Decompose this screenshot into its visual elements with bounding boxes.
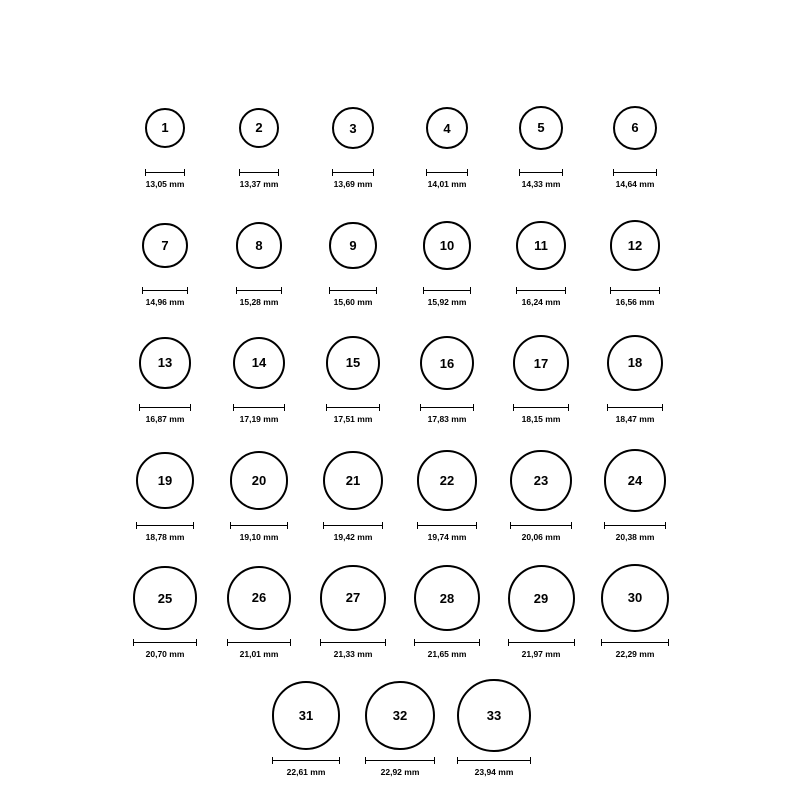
ring-circle-wrap: [423, 206, 472, 286]
ring-size-number: 29: [533, 590, 549, 606]
ring-circle: [230, 451, 288, 509]
dimension-bar: [420, 407, 474, 408]
ring-diameter-label: 19,10 mm: [239, 531, 279, 542]
ring-size-cell[interactable]: [588, 88, 682, 189]
ring-size-cell[interactable]: [588, 206, 682, 307]
ring-size-cell[interactable]: [306, 88, 400, 189]
ring-diameter-label: 19,42 mm: [333, 531, 373, 542]
ring-circle-wrap: [326, 323, 379, 403]
ring-circle-wrap: [329, 206, 377, 286]
ring-circle-wrap: [142, 206, 188, 286]
ring-size-number: 18: [627, 355, 643, 371]
dimension-bar: [139, 407, 190, 408]
ring-diameter-dimension-line: [519, 168, 563, 177]
ring-diameter-dimension-line: [423, 286, 472, 295]
ring-circle: [136, 452, 193, 509]
ring-size-cell[interactable]: [588, 558, 682, 659]
ring-diameter-label: 16,56 mm: [615, 296, 655, 307]
ring-size-number: 5: [537, 120, 545, 136]
ring-circle: [133, 566, 196, 629]
ring-size-cell[interactable]: [400, 558, 494, 659]
ring-diameter-label: 19,74 mm: [427, 531, 467, 542]
ring-circle: [610, 220, 661, 271]
ring-diameter-dimension-line: [426, 168, 469, 177]
ring-diameter-label: 15,60 mm: [333, 296, 373, 307]
ring-size-cell[interactable]: [118, 88, 212, 189]
dimension-bar: [613, 172, 658, 173]
dimension-bar: [332, 172, 374, 173]
ring-size-number: 12: [627, 238, 643, 253]
ring-size-cell[interactable]: [118, 558, 212, 659]
ring-size-number: 1: [161, 120, 169, 136]
ring-circle-wrap: [516, 206, 566, 286]
ring-diameter-label: 13,69 mm: [333, 179, 373, 189]
ring-circle: [272, 681, 341, 750]
ring-circle-wrap: [332, 88, 374, 168]
ring-diameter-dimension-line: [236, 286, 283, 295]
ring-circle-wrap: [133, 558, 196, 638]
ring-size-cell[interactable]: [306, 323, 400, 424]
ring-circle: [457, 679, 530, 752]
ring-circle: [420, 336, 474, 390]
ring-diameter-label: 21,01 mm: [239, 649, 279, 659]
ring-circle-wrap: [236, 206, 283, 286]
ring-circle: [233, 337, 285, 389]
ring-size-cell[interactable]: [118, 323, 212, 424]
ring-diameter-label: 20,06 mm: [521, 531, 561, 542]
dimension-bar: [610, 290, 661, 291]
dimension-bar: [601, 642, 669, 643]
dimension-bar: [426, 172, 469, 173]
ring-size-cell[interactable]: [118, 441, 212, 542]
ring-diameter-dimension-line: [457, 756, 530, 765]
ring-size-number: 8: [255, 238, 263, 253]
ring-circle: [239, 108, 280, 149]
ring-diameter-dimension-line: [420, 403, 474, 412]
ring-diameter-dimension-line: [601, 638, 669, 647]
ring-circle-wrap: [233, 323, 285, 403]
ring-diameter-label: 13,37 mm: [239, 179, 279, 189]
ring-size-number: 20: [251, 473, 267, 488]
ring-diameter-dimension-line: [230, 521, 288, 530]
ring-diameter-label: 17,83 mm: [427, 414, 467, 424]
ring-size-cell[interactable]: [259, 676, 353, 777]
ring-circle: [607, 335, 663, 391]
ring-size-number: 7: [161, 238, 169, 253]
dimension-bar: [230, 525, 288, 526]
ring-diameter-dimension-line: [607, 403, 663, 412]
ring-diameter-dimension-line: [323, 521, 382, 530]
ring-circle: [426, 107, 469, 150]
ring-size-number: 19: [157, 472, 173, 488]
ring-size-number: 33: [486, 707, 502, 723]
ring-circle: [508, 565, 575, 632]
ring-size-cell[interactable]: [212, 206, 306, 307]
ring-circle: [227, 566, 291, 630]
ring-size-cell[interactable]: [118, 206, 212, 307]
ring-size-cell[interactable]: [494, 206, 588, 307]
ring-diameter-label: 22,61 mm: [286, 766, 326, 777]
ring-size-row: [118, 88, 682, 189]
ring-diameter-dimension-line: [326, 403, 379, 412]
ring-diameter-dimension-line: [145, 168, 185, 177]
ring-diameter-dimension-line: [142, 286, 188, 295]
dimension-bar: [417, 525, 477, 526]
ring-circle: [142, 223, 188, 269]
ring-size-cell[interactable]: [212, 88, 306, 189]
dimension-bar: [604, 525, 666, 526]
ring-diameter-dimension-line: [513, 403, 568, 412]
ring-circle: [601, 564, 669, 632]
ring-size-row: [118, 558, 682, 659]
ring-size-number: 6: [631, 120, 639, 136]
ring-circle-wrap: [519, 88, 563, 168]
ring-circle: [332, 107, 374, 149]
ring-diameter-dimension-line: [414, 638, 480, 647]
dimension-bar: [457, 760, 530, 761]
ring-diameter-label: 21,65 mm: [427, 649, 467, 659]
ring-circle: [329, 222, 377, 270]
dimension-bar: [423, 290, 472, 291]
ring-diameter-dimension-line: [417, 521, 477, 530]
ring-size-cell[interactable]: [494, 441, 588, 542]
ring-diameter-dimension-line: [133, 638, 196, 647]
ring-diameter-label: 16,24 mm: [521, 296, 561, 307]
ring-circle-wrap: [320, 558, 385, 638]
ring-size-number: 2: [255, 120, 263, 136]
ring-circle-wrap: [613, 88, 658, 168]
ring-size-number: 30: [627, 590, 643, 606]
dimension-bar: [508, 642, 575, 643]
ring-diameter-label: 21,33 mm: [333, 649, 373, 659]
ring-diameter-dimension-line: [510, 521, 571, 530]
ring-diameter-label: 20,38 mm: [615, 531, 655, 542]
ring-size-cell[interactable]: [494, 558, 588, 659]
ring-circle: [510, 450, 571, 511]
dimension-bar: [133, 642, 196, 643]
ring-diameter-dimension-line: [508, 638, 575, 647]
ring-size-number: 22: [439, 472, 455, 488]
ring-circle-wrap: [420, 323, 474, 403]
ring-diameter-label: 22,92 mm: [380, 766, 420, 777]
dimension-bar: [323, 525, 382, 526]
ring-circle-wrap: [323, 441, 382, 521]
ring-size-number: 23: [533, 472, 549, 488]
ring-diameter-dimension-line: [136, 521, 193, 530]
dimension-bar: [145, 172, 185, 173]
ring-diameter-label: 22,29 mm: [615, 649, 655, 659]
ring-diameter-dimension-line: [239, 168, 280, 177]
ring-size-cell[interactable]: [494, 88, 588, 189]
dimension-bar: [227, 642, 291, 643]
ring-circle-wrap: [457, 676, 530, 756]
dimension-bar: [510, 525, 571, 526]
dimension-bar: [329, 290, 377, 291]
ring-diameter-label: 15,92 mm: [427, 296, 467, 307]
ring-circle-wrap: [139, 323, 190, 403]
ring-size-number: 32: [392, 707, 408, 723]
ring-diameter-label: 14,01 mm: [427, 179, 467, 189]
ring-size-cell[interactable]: [447, 676, 541, 777]
ring-circle-wrap: [510, 441, 571, 521]
ring-diameter-label: 18,47 mm: [615, 414, 655, 424]
ring-diameter-dimension-line: [272, 756, 341, 765]
ring-size-number: 10: [439, 237, 455, 253]
ring-size-cell[interactable]: [306, 441, 400, 542]
dimension-bar: [607, 407, 663, 408]
ring-circle: [320, 565, 385, 630]
ring-size-number: 9: [349, 237, 357, 253]
ring-size-number: 31: [298, 707, 314, 723]
dimension-bar: [136, 525, 193, 526]
ring-diameter-dimension-line: [516, 286, 566, 295]
ring-circle: [604, 449, 666, 511]
ring-size-grid: [0, 88, 800, 776]
ring-size-cell[interactable]: [400, 441, 494, 542]
ring-size-number: 24: [627, 473, 643, 488]
dimension-bar: [365, 760, 435, 761]
ring-diameter-dimension-line: [332, 168, 374, 177]
ring-size-row: [118, 206, 682, 307]
ring-circle: [323, 451, 382, 510]
ring-size-cell[interactable]: [588, 323, 682, 424]
ring-circle: [139, 337, 190, 388]
ring-size-cell[interactable]: [212, 558, 306, 659]
ring-diameter-dimension-line: [233, 403, 285, 412]
ring-circle-wrap: [136, 441, 193, 521]
ring-circle: [414, 565, 480, 631]
ring-circle: [365, 681, 435, 751]
ring-circle: [513, 335, 568, 390]
ring-size-number: 14: [251, 355, 267, 371]
ring-circle: [519, 106, 563, 150]
ring-diameter-label: 14,33 mm: [521, 179, 561, 189]
dimension-bar: [516, 290, 566, 291]
ring-circle: [516, 221, 566, 271]
ring-size-number: 27: [345, 590, 361, 606]
ring-size-number: 11: [534, 238, 548, 253]
ring-size-number: 13: [157, 355, 173, 371]
ring-size-cell[interactable]: [306, 558, 400, 659]
ring-diameter-label: 21,97 mm: [521, 649, 561, 659]
ring-circle-wrap: [610, 206, 661, 286]
ring-size-cell[interactable]: [588, 441, 682, 542]
ring-size-number: 4: [443, 120, 451, 136]
dimension-bar: [519, 172, 563, 173]
ring-diameter-dimension-line: [139, 403, 190, 412]
ring-circle: [326, 336, 379, 389]
ring-circle: [417, 450, 477, 510]
ring-circle-wrap: [513, 323, 568, 403]
ring-circle-wrap: [417, 441, 477, 521]
ring-diameter-label: 14,96 mm: [145, 296, 185, 307]
ring-circle-wrap: [145, 88, 185, 168]
ring-diameter-label: 13,05 mm: [145, 179, 185, 189]
ring-diameter-dimension-line: [320, 638, 385, 647]
ring-circle-wrap: [365, 676, 435, 756]
ring-diameter-label: 15,28 mm: [239, 296, 279, 307]
dimension-bar: [513, 407, 568, 408]
ring-size-number: 16: [439, 355, 455, 371]
dimension-bar: [320, 642, 385, 643]
ring-size-number: 17: [533, 355, 549, 371]
ring-size-number: 15: [345, 355, 361, 371]
ring-diameter-dimension-line: [329, 286, 377, 295]
ring-circle: [423, 221, 472, 270]
ring-size-cell[interactable]: [494, 323, 588, 424]
ring-circle-wrap: [414, 558, 480, 638]
ring-circle-wrap: [272, 676, 341, 756]
ring-size-row: [259, 676, 541, 777]
dimension-bar: [233, 407, 285, 408]
dimension-bar: [236, 290, 283, 291]
ring-circle-wrap: [239, 88, 280, 168]
ring-diameter-label: 23,94 mm: [474, 766, 514, 777]
dimension-bar: [272, 760, 341, 761]
ring-circle-wrap: [601, 558, 669, 638]
ring-circle: [236, 222, 283, 269]
ring-size-cell[interactable]: [400, 323, 494, 424]
ring-diameter-label: 16,87 mm: [145, 414, 185, 424]
ring-size-cell[interactable]: [212, 441, 306, 542]
ring-circle: [613, 106, 658, 151]
ring-diameter-dimension-line: [227, 638, 291, 647]
ring-size-number: 21: [345, 473, 361, 488]
ring-size-number: 28: [439, 590, 455, 606]
dimension-bar: [326, 407, 379, 408]
ring-size-cell[interactable]: [400, 206, 494, 307]
ring-size-cell[interactable]: [400, 88, 494, 189]
ring-diameter-label: 20,70 mm: [145, 649, 185, 659]
ring-size-number: 25: [157, 590, 173, 606]
ring-diameter-label: 18,15 mm: [521, 414, 561, 424]
ring-size-row: [118, 323, 682, 424]
ring-diameter-label: 17,51 mm: [333, 414, 373, 424]
ring-size-cell[interactable]: [212, 323, 306, 424]
ring-diameter-label: 14,64 mm: [615, 179, 655, 189]
ring-circle-wrap: [230, 441, 288, 521]
ring-size-number: 3: [349, 120, 357, 136]
ring-size-cell[interactable]: [306, 206, 400, 307]
ring-diameter-dimension-line: [365, 756, 435, 765]
ring-diameter-dimension-line: [610, 286, 661, 295]
ring-circle-wrap: [508, 558, 575, 638]
ring-size-number: 26: [251, 590, 267, 606]
dimension-bar: [142, 290, 188, 291]
dimension-bar: [414, 642, 480, 643]
dimension-bar: [239, 172, 280, 173]
ring-circle-wrap: [426, 88, 469, 168]
ring-circle-wrap: [607, 323, 663, 403]
ring-circle-wrap: [227, 558, 291, 638]
ring-diameter-dimension-line: [613, 168, 658, 177]
ring-circle: [145, 108, 185, 148]
ring-size-cell[interactable]: [353, 676, 447, 777]
ring-circle-wrap: [604, 441, 666, 521]
ring-diameter-dimension-line: [604, 521, 666, 530]
ring-diameter-label: 17,19 mm: [239, 414, 279, 424]
ring-size-row: [118, 441, 682, 542]
ring-diameter-label: 18,78 mm: [145, 531, 185, 542]
